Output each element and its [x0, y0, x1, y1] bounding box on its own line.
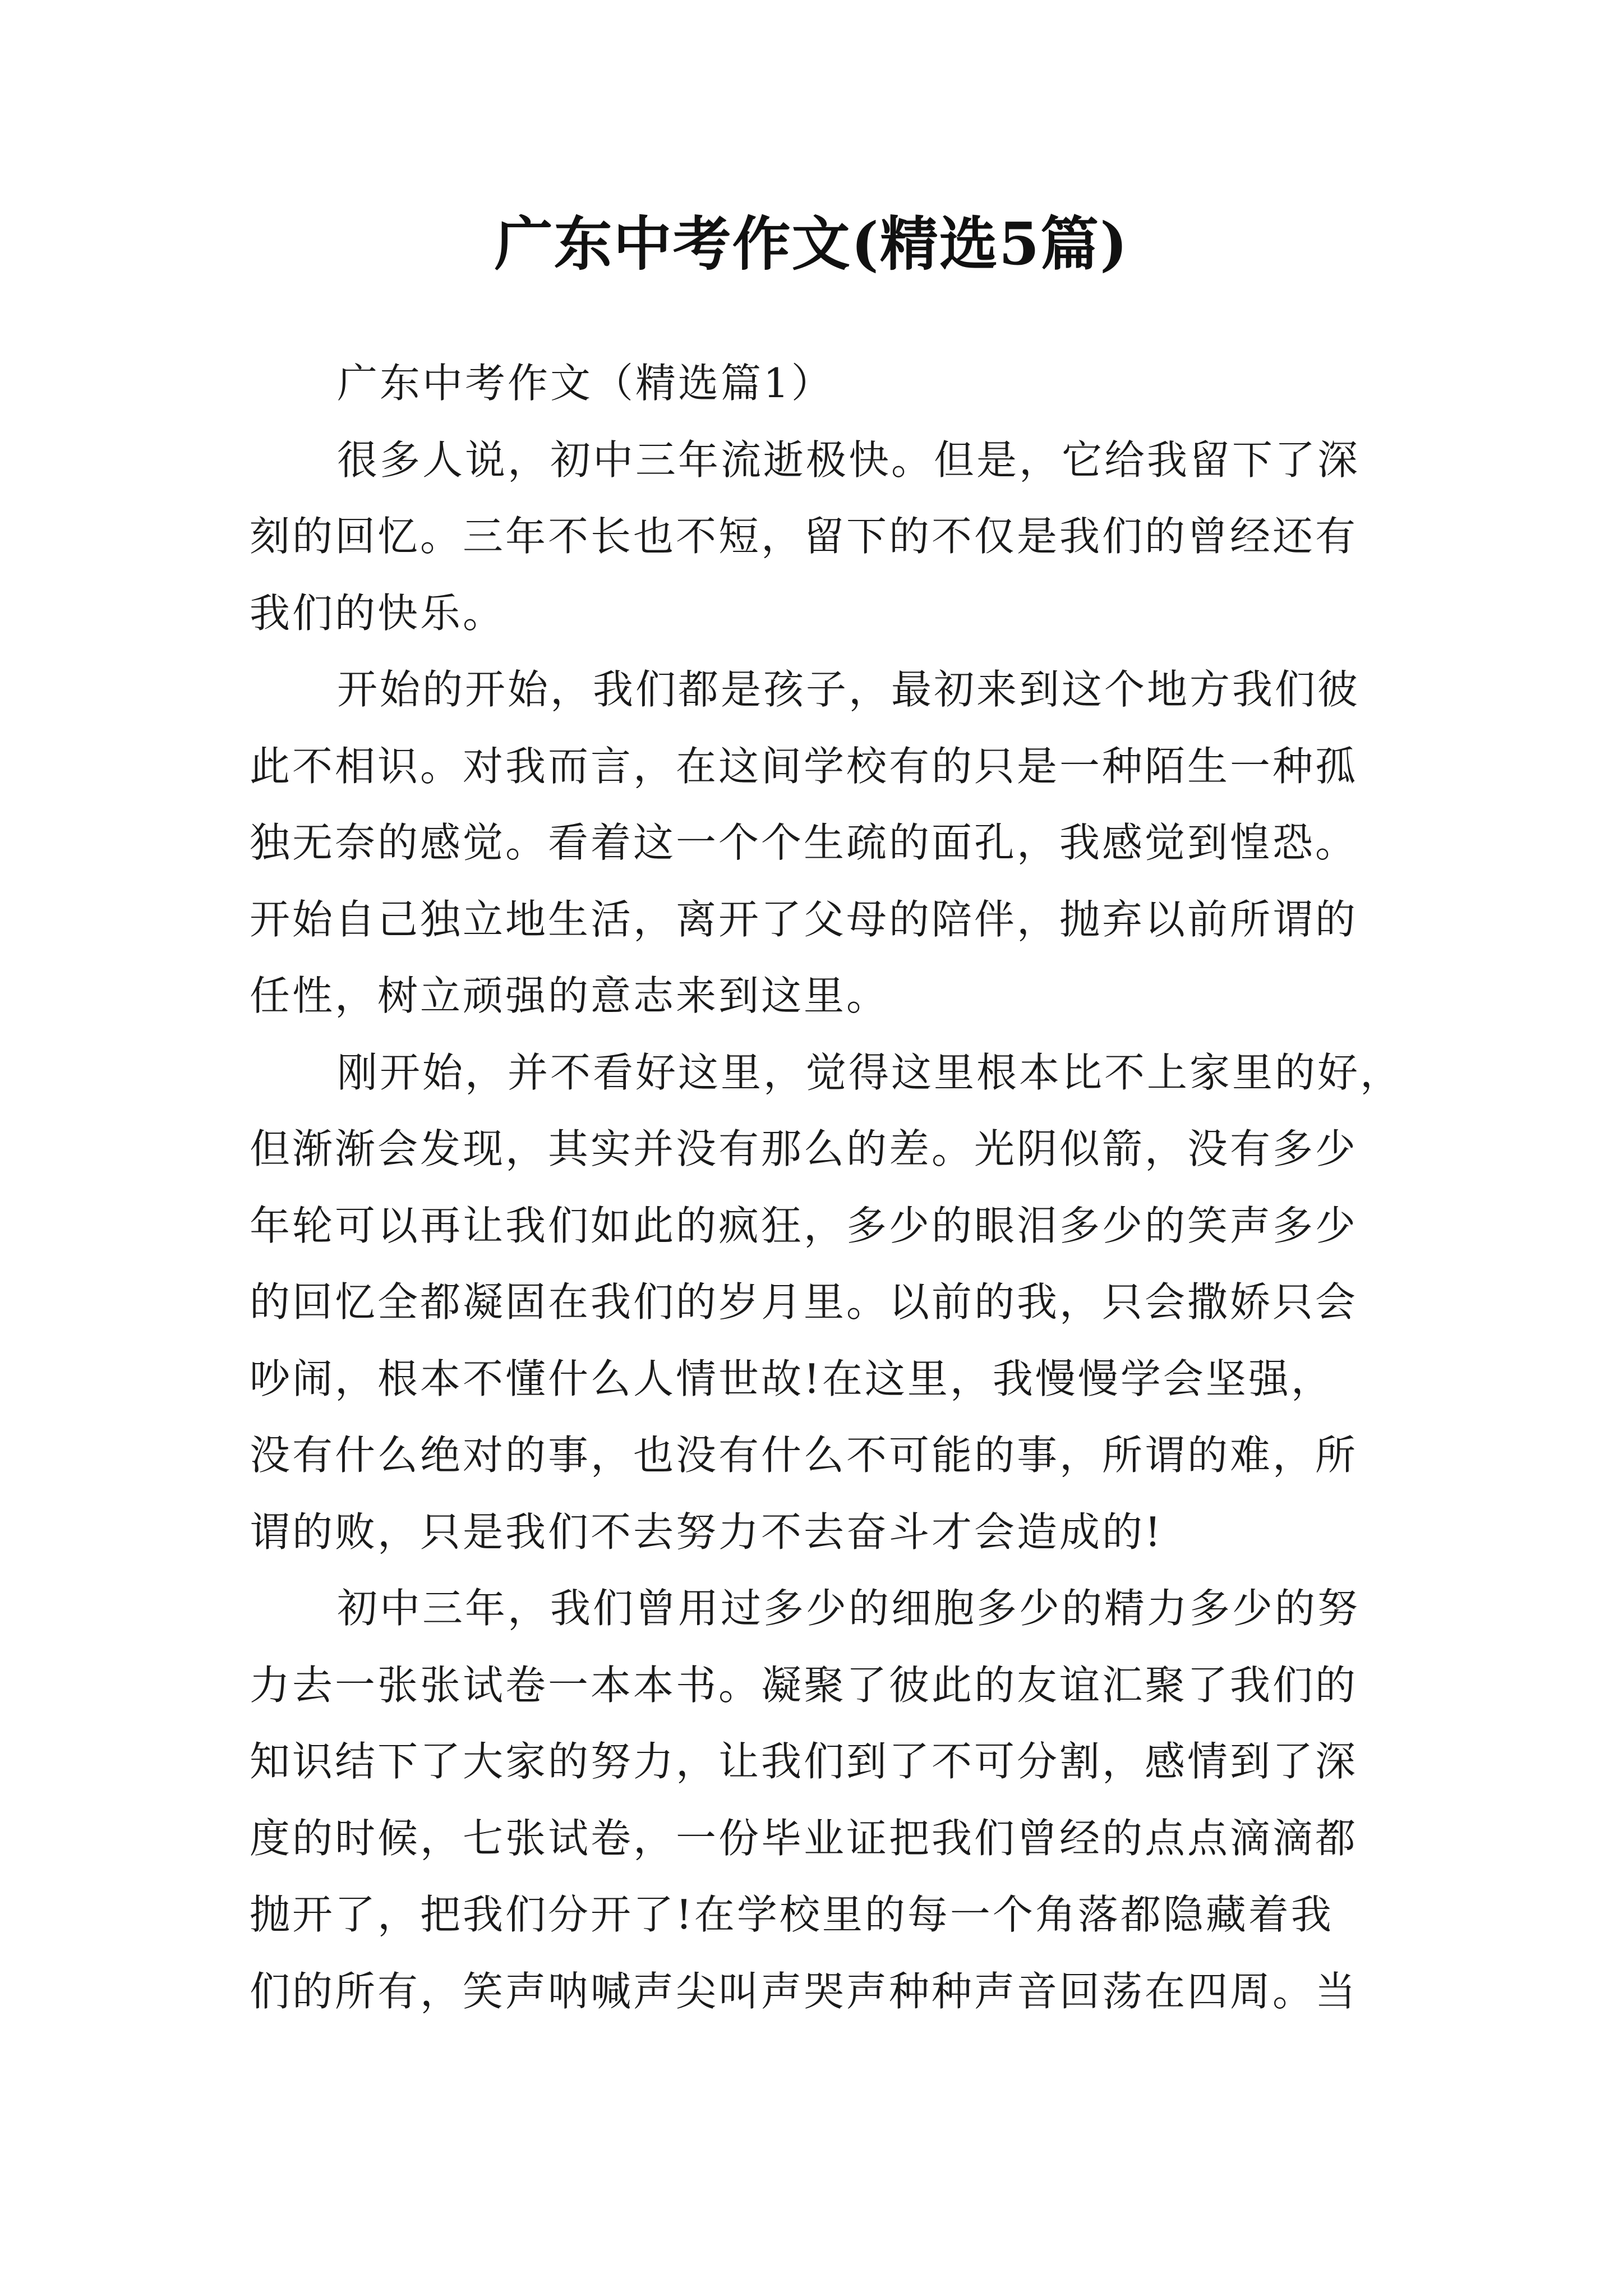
paragraph-line: 吵闹，根本不懂什么人情世故!在这里，我慢慢学会坚强， [250, 1355, 1334, 1402]
paragraph-line: 刻的回忆。三年不长也不短，留下的不仅是我们的曾经还有 [250, 513, 1358, 560]
paragraph-3 [250, 1034, 1403, 1571]
document-title: 广东中考作文(精选5篇) [494, 209, 1129, 278]
paragraph-line: 但渐渐会发现，其实并没有那么的差。光阴似箭，没有多少 [250, 1125, 1358, 1172]
document-body [250, 345, 1403, 2030]
paragraph-line: 度的时候，七张试卷，一份毕业证把我们曾经的点点滴滴都 [250, 1814, 1358, 1862]
paragraph-line: 我们的快乐。 [250, 589, 506, 637]
paragraph-line: 此不相识。对我而言，在这间学校有的只是一种陌生一种孤 [250, 742, 1358, 790]
paragraph-2 [250, 651, 1382, 1034]
paragraph-line: 刚开始，并不看好这里，觉得这里根本比不上家里的好， [337, 1048, 1403, 1096]
paragraph-line: 谓的败，只是我们不去努力不去奋斗才会造成的! [250, 1508, 1163, 1556]
section-heading: 广东中考作文（精选篇1） [337, 360, 834, 407]
paragraph-line: 开始自己独立地生活，离开了父母的陪伴，抛弃以前所谓的 [250, 895, 1358, 943]
paragraph-4 [250, 1570, 1382, 2030]
paragraph-line: 们的所有，笑声呐喊声尖叫声哭声种种声音回荡在四周。当 [250, 1967, 1358, 2015]
paragraph-line: 没有什么绝对的事，也没有什么不可能的事，所谓的难，所 [250, 1432, 1358, 1479]
paragraph-line: 开始的开始，我们都是孩子，最初来到这个地方我们彼 [337, 666, 1361, 713]
paragraph-line: 年轮可以再让我们如此的疯狂，多少的眼泪多少的笑声多少 [250, 1202, 1358, 1249]
paragraph-line: 力去一张张试卷一本本书。凝聚了彼此的友谊汇聚了我们的 [250, 1661, 1358, 1709]
paragraph-line: 任性，树立顽强的意志来到这里。 [250, 972, 889, 1019]
paragraph-1 [250, 422, 1382, 652]
paragraph-line: 很多人说，初中三年流逝极快。但是，它给我留下了深 [337, 436, 1361, 484]
paragraph-line: 的回忆全都凝固在我们的岁月里。以前的我，只会撒娇只会 [250, 1278, 1358, 1326]
paragraph-line: 抛开了，把我们分开了!在学校里的每一个角落都隐藏着我 [250, 1891, 1334, 1938]
paragraph-line: 知识结下了大家的努力，让我们到了不可分割，感情到了深 [250, 1738, 1358, 1785]
paragraph-line: 独无奈的感觉。看着这一个个生疏的面孔，我感觉到惶恐。 [250, 819, 1358, 866]
paragraph-line: 初中三年，我们曾用过多少的细胞多少的精力多少的努 [337, 1585, 1361, 1632]
